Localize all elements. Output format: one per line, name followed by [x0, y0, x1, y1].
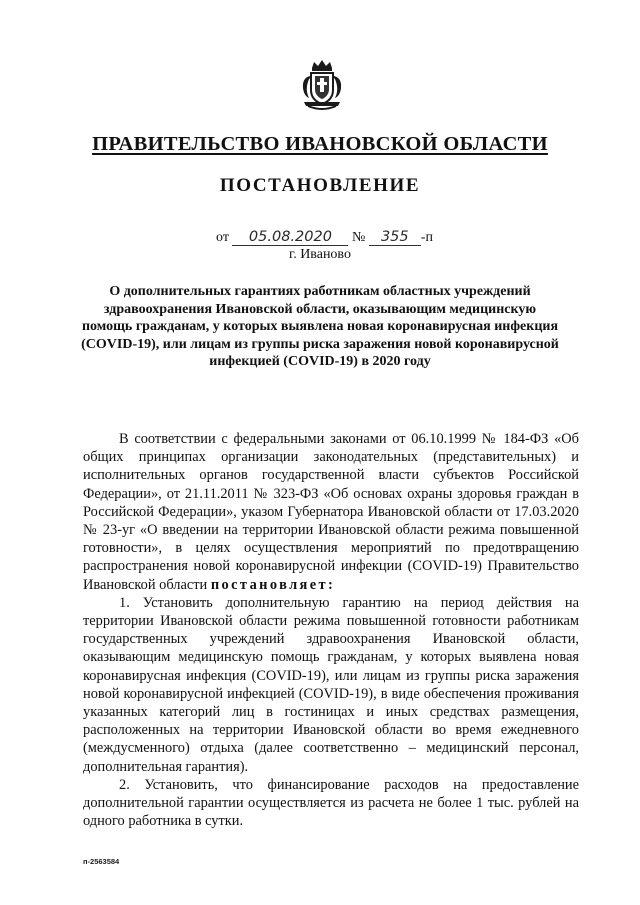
document-date: 05.08.2020: [232, 229, 348, 246]
number-suffix: -п: [420, 230, 433, 245]
document-type: ПОСТАНОВЛЕНИЕ: [219, 175, 421, 196]
document-title: О дополнительных гарантиях работникам областных учреждений здравоохранения Ивановской области, оказывающим медицинскую помощь гражданам, у которых выявлена новая коронавирусная инфекция (COVID-19), или лицам из группы риска заражения новой коронавирусной инфекцией (COVID-19) в 2020 году: [81, 284, 559, 370]
preamble-text: В соответствии с федеральными законами от 06.10.1999 № 184-ФЗ «Об общих принципах организации законодательных (представительных) и исполнительных органов государственной власти субъектов Российской Федерации», от 21.11.2011 № 323-ФЗ «Об основах охраны здоровья граждан в Российской Федерации», указом Губернатора Ивановской области от 17.03.2020 № 23-уг «О введении на территории Ивановской области режима повышенной готовности», в целях осуществления мероприятий по предотвращению распространения новой коронавирусной инфекции (COVID-19) Правительство Ивановской области: [83, 431, 579, 593]
document-body: [83, 430, 579, 830]
number-sign: №: [351, 230, 366, 245]
document-number: 355: [369, 229, 421, 246]
preamble-paragraph: [83, 430, 579, 594]
date-number-line: [216, 229, 433, 246]
item-2-paragraph: 2. Установить, что финансирование расходов на предоставление дополнительной гарантии осуществляется из расчета не более 1 тыс. рублей на одного работника в сутки.: [83, 776, 579, 830]
document-code: п-2563584: [83, 857, 120, 866]
government-title: ПРАВИТЕЛЬСТВО ИВАНОВСКОЙ ОБЛАСТИ: [92, 133, 548, 155]
date-prefix: от: [216, 230, 229, 245]
item-1-paragraph: 1. Установить дополнительную гарантию на период действия на территории Ивановской области режима повышенной готовности работникам государственных учреждений здравоохранения Ивановской области, оказывающим медицинскую помощь гражданам, у которых выявлена новая коронавирусная инфекция (COVID-19), или лицам из группы риска заражения новой коронавирусной инфекцией (COVID-19), в виде обеспечения проживания указанных категорий лиц в гостиницах и иных средствах размещения, расположенных на территории Ивановской области во время ежедневного (междусменного) отдыха (далее соответственно – медицинский персонал, дополнительная гарантия).: [83, 594, 579, 775]
coat-of-arms-icon: [298, 58, 346, 114]
resolves-word: постановляет:: [210, 576, 336, 593]
city: г. Иваново: [289, 247, 351, 262]
